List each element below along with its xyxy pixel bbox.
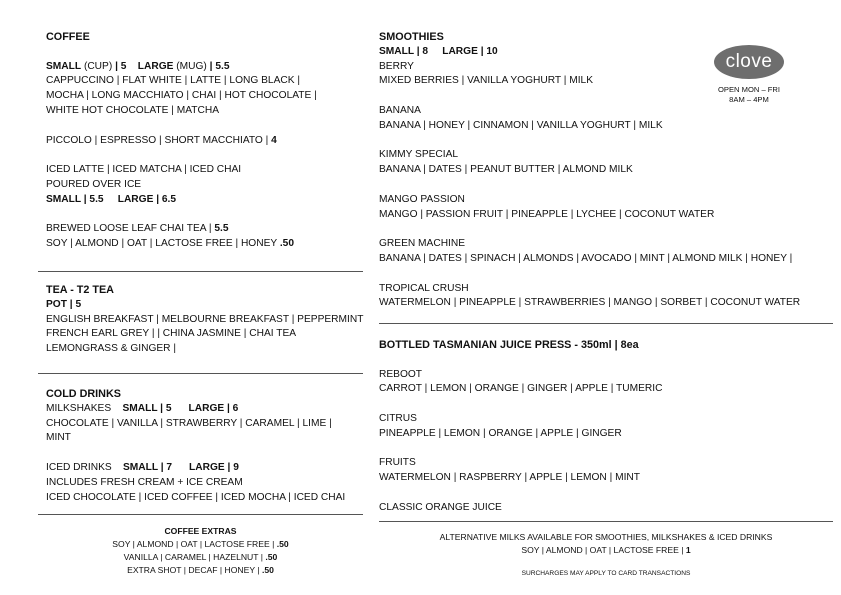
tea-line: ENGLISH BREAKFAST | MELBOURNE BREAKFAST | PEPPERMINT <box>46 313 364 325</box>
extras-text: EXTRA SHOT | DECAF | HONEY | <box>127 565 260 575</box>
chai-text: BREWED LOOSE LEAF CHAI TEA | <box>46 223 212 235</box>
smoothies-prices: SMALL | 8 LARGE | 10 <box>379 45 498 57</box>
milkshakes-prices: SMALL | 5 LARGE | 6 <box>122 402 239 414</box>
milkshake-flavours-line: CHOCOLATE | VANILLA | STRAWBERRY | CARAMEL | LIME | <box>46 417 332 429</box>
coffee-extras-line <box>38 551 363 564</box>
surcharge-note: SURCHARGES MAY APPLY TO CARD TRANSACTIONS <box>521 570 691 577</box>
iced-drinks-items: ICED CHOCOLATE | ICED COFFEE | ICED MOCHA | ICED CHAI <box>46 491 346 503</box>
milkshake-flavours-line: MINT <box>46 432 71 444</box>
milkshakes-line <box>46 402 360 417</box>
short-coffee-items: PICCOLO | ESPRESSO | SHORT MACCHIATO | <box>46 134 269 146</box>
divider <box>38 514 363 515</box>
smoothie-name: BERRY <box>379 60 414 72</box>
tea-pot-price: POT | 5 <box>46 298 82 310</box>
divider <box>38 373 363 374</box>
alternative-milks <box>379 531 833 557</box>
tea-line: FRENCH EARL GREY | | CHINA JASMINE | CHAI TEA <box>46 328 297 340</box>
short-coffee-line <box>46 134 360 149</box>
tea-line: LEMONGRASS & GINGER | <box>46 343 177 355</box>
coffee-extras-line <box>38 538 363 551</box>
extras-text: VANILLA | CARAMEL | HAZELNUT | <box>123 552 263 562</box>
divider <box>38 271 363 272</box>
opening-days: OPEN MON – FRI <box>717 85 781 94</box>
coffee-item-line: MOCHA | LONG MACCHIATO | CHAI | HOT CHOCOLATE | <box>46 90 317 102</box>
smoothie-name: MANGO PASSION <box>379 193 465 205</box>
iced-coffee-note: POURED OVER ICE <box>46 178 142 190</box>
milk-line <box>46 237 360 252</box>
smoothie-ingredients: MIXED BERRIES | VANILLA YOGHURT | MILK <box>379 75 594 87</box>
juice-section <box>379 338 834 516</box>
smoothie-name: KIMMY SPECIAL <box>379 149 459 161</box>
smoothie-ingredients: BANANA | HONEY | CINNAMON | VANILLA YOGHURT | MILK <box>379 119 663 131</box>
tea-title: TEA - T2 TEA <box>46 284 114 296</box>
short-coffee-price: 4 <box>271 134 277 146</box>
iced-coffee-items: ICED LATTE | ICED MATCHA | ICED CHAI <box>46 164 242 176</box>
alt-milks-line2 <box>379 544 833 557</box>
iced-drinks-label: ICED DRINKS <box>46 461 112 473</box>
extras-price: .50 <box>261 565 274 575</box>
alt-milks-line1: ALTERNATIVE MILKS AVAILABLE FOR SMOOTHIES, MILKSHAKES & ICED DRINKS <box>439 532 773 542</box>
chai-line <box>46 222 360 237</box>
smoothie-ingredients: WATERMELON | PINEAPPLE | STRAWBERRIES | MANGO | SORBET | COCONUT WATER <box>379 297 801 309</box>
coffee-size-line <box>46 60 360 75</box>
coffee-small-price: | 5 <box>115 60 127 72</box>
extras-text: SOY | ALMOND | OAT | LACTOSE FREE | <box>112 539 275 549</box>
coffee-large-price: | 5.5 <box>209 60 230 72</box>
juice-title: BOTTLED TASMANIAN JUICE PRESS - 350ml | 8ea <box>379 339 639 351</box>
divider <box>379 323 833 324</box>
coffee-title: COFFEE <box>46 31 90 43</box>
coffee-item-line: CAPPUCCINO | FLAT WHITE | LATTE | LONG BLACK | <box>46 75 300 87</box>
smoothie-name: GREEN MACHINE <box>379 238 466 250</box>
iced-drinks-prices: SMALL | 7 LARGE | 9 <box>123 461 239 473</box>
iced-drinks-note: INCLUDES FRESH CREAM + ICE CREAM <box>46 476 243 488</box>
chai-price: 5.5 <box>214 223 229 235</box>
left-column <box>46 30 360 252</box>
classic-orange-juice: CLASSIC ORANGE JUICE <box>379 501 502 513</box>
clove-logo: clove <box>714 45 784 79</box>
juice-name: REBOOT <box>379 368 423 380</box>
smoothie-ingredients: BANANA | DATES | PEANUT BUTTER | ALMOND MILK <box>379 164 633 176</box>
divider <box>379 521 833 522</box>
smoothie-ingredients: MANGO | PASSION FRUIT | PINEAPPLE | LYCHEE | COCONUT WATER <box>379 208 715 220</box>
extras-price: .50 <box>265 552 278 562</box>
coffee-item-line: WHITE HOT CHOCOLATE | MATCHA <box>46 104 220 116</box>
juice-name: FRUITS <box>379 457 416 469</box>
coffee-large-label: LARGE <box>137 60 174 72</box>
coffee-small-detail: (CUP) <box>83 60 113 72</box>
iced-drinks-line <box>46 461 360 476</box>
alt-milks-text: SOY | ALMOND | OAT | LACTOSE FREE | <box>521 545 684 555</box>
juice-ingredients: WATERMELON | RASPBERRY | APPLE | LEMON | MINT <box>379 472 640 484</box>
opening-times: 8AM – 4PM <box>729 95 769 104</box>
alt-milks-price: 1 <box>685 545 691 555</box>
milk-price: .50 <box>279 238 295 250</box>
extras-price: .50 <box>276 539 289 549</box>
opening-hours <box>697 85 801 105</box>
smoothie-name: BANANA <box>379 104 421 116</box>
coffee-extras <box>38 525 363 577</box>
tea-section <box>46 283 364 357</box>
milk-text: SOY | ALMOND | OAT | LACTOSE FREE | HONEY <box>46 238 277 250</box>
coffee-extras-title: COFFEE EXTRAS <box>164 526 237 536</box>
coffee-small-label: SMALL <box>46 60 82 72</box>
milkshakes-label: MILKSHAKES <box>46 402 112 414</box>
cold-drinks-title: COLD DRINKS <box>46 388 121 400</box>
smoothies-title: SMOOTHIES <box>379 31 444 43</box>
coffee-extras-line <box>38 564 363 577</box>
smoothie-ingredients: BANANA | DATES | SPINACH | ALMONDS | AVOCADO | MINT | ALMOND MILK | HONEY | <box>379 252 793 264</box>
coffee-large-detail: (MUG) <box>176 60 207 72</box>
cold-drinks-section <box>46 387 360 505</box>
juice-name: CITRUS <box>379 412 417 424</box>
juice-ingredients: CARROT | LEMON | ORANGE | GINGER | APPLE | TUMERIC <box>379 383 663 395</box>
juice-ingredients: PINEAPPLE | LEMON | ORANGE | APPLE | GINGER <box>379 427 622 439</box>
iced-coffee-prices: SMALL | 5.5 LARGE | 6.5 <box>46 193 177 205</box>
smoothie-name: TROPICAL CRUSH <box>379 282 469 294</box>
